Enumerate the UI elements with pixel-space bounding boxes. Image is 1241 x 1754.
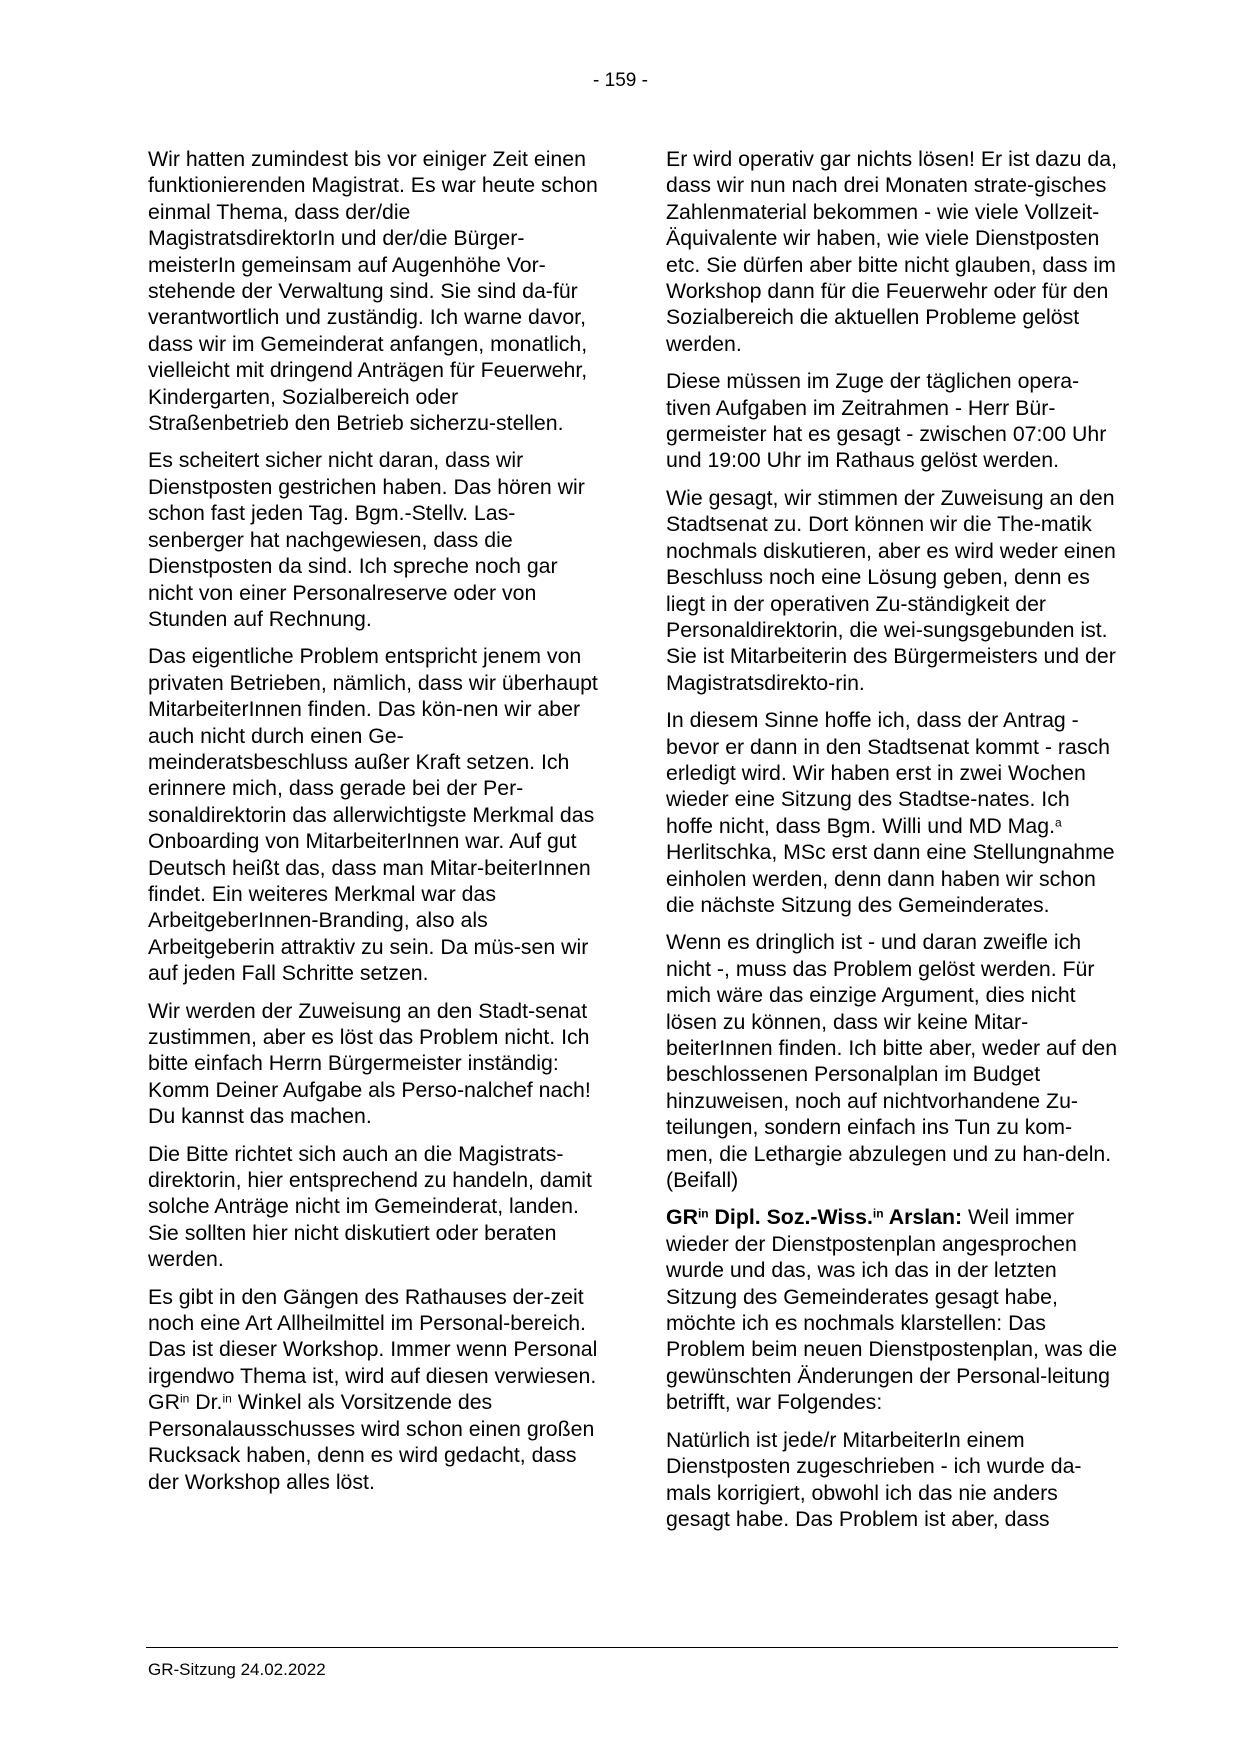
- page-number: - 159 -: [593, 70, 648, 91]
- paragraph: Wir werden der Zuweisung an den Stadt-senat zustimmen, aber es löst das Problem nicht. Ich bitte einfach Herrn Bürgermeister inständig: Komm Deiner Aufgabe als Perso-nalchef nach! Du kannst das machen.: [148, 998, 591, 1129]
- speaker-label: $GR^{in}$ Dipl. Soz.-Wiss.$^{in}$ Arslan:: [666, 1205, 963, 1230]
- footer: GR-Sitzung 24.02.2022: [148, 1660, 326, 1679]
- paragraph: Er wird operativ gar nichts lösen! Er ist dazu da, dass wir nun nach drei Monaten strate-gisches Zahlenmaterial bekommen - wie viele Vollzeit-Äquivalente wir haben, wie viele Dienstposten etc. Sie dürfen aber bitte nicht glauben, dass im Workshop dann für die Feuerwehr oder für den Sozialbereich die aktuellen Probleme gelöst werden.: [666, 147, 1117, 356]
- right-column: [666, 146, 1118, 1543]
- paragraph: Natürlich ist jede/r MitarbeiterIn einem Dienstposten zugeschrieben - ich wurde da-mals korrigiert, obwohl ich das nie anders gesagt habe. Das Problem ist aber, dass: [666, 1427, 1082, 1531]
- footer-divider: [146, 1647, 1118, 1648]
- paragraph: Wie gesagt, wir stimmen der Zuweisung an den Stadtsenat zu. Dort können wir die The-matik nochmals diskutieren, aber es wird weder einen Beschluss noch eine Lösung geben, denn es liegt in der operativen Zu-ständigkeit der Personaldirektorin, die wei-sungsgebunden ist. Sie ist Mitarbeiterin des Bürgermeisters und der Magistratsdirekto-rin.: [666, 485, 1116, 695]
- paragraph: Die Bitte richtet sich auch an die Magistrats-direktorin, hier entsprechend zu handeln, damit solche Anträge nicht im Gemeinderat, landen. Sie sollten hier nicht diskutiert oder beraten werden.: [148, 1141, 592, 1272]
- paragraph: Diese müssen im Zuge der täglichen opera-tiven Aufgaben im Zeitrahmen - Herr Bür-germeister hat es gesagt - zwischen 07:00 Uhr und 19:00 Uhr im Rathaus gelöst werden.: [666, 369, 1107, 473]
- paragraph: Das eigentliche Problem entspricht jenem von privaten Betrieben, nämlich, dass wir überhaupt MitarbeiterInnen finden. Das kön-nen wir aber auch nicht durch einen Ge-meinderatsbeschluss außer Kraft setzen. Ich erinnere mich, dass gerade bei der Per-sonaldirektorin das allerwichtigste Merkmal das Onboarding von MitarbeiterInnen war. Auf gut Deutsch heißt das, dass man Mitar-beiterInnen findet. Ein weiteres Merkmal war das ArbeitgeberInnen-Branding, also als Arbeitgeberin attraktiv zu sein. Da müs-sen wir auf jeden Fall Schritte setzen.: [148, 644, 598, 986]
- paragraph-speaker: $GR^{in}$ Dipl. Soz.-Wiss.$^{in}$ Arslan: Weil immer wieder der Dienstpostenplan angesprochen wurde und das, was ich das in der letzten Sitzung des Gemeinderates gesagt habe, möchte ich es nochmals klarstellen: Das Problem beim neuen Dienstpostenplan, was die gewünschten Änderungen der Personal-leitung betrifft, war Folgendes:: [666, 1205, 1118, 1415]
- paragraph: In diesem Sinne hoffe ich, dass der Antrag - bevor er dann in den Stadtsenat kommt - rasch erledigt wird. Wir haben erst in zwei Wochen wieder eine Sitzung des Stadtse-nates. Ich hoffe nicht, dass Bgm. Willi und MD Mag.$^a$ Herlitschka, MSc erst dann eine Stellungnahme einholen werden, denn dann haben wir schon die nächste Sitzung des Gemeinderates.: [666, 708, 1115, 917]
- left-column: [148, 146, 600, 1506]
- paragraph: Wenn es dringlich ist - und daran zweifle ich nicht -, muss das Problem gelöst werden. Für mich wäre das einzige Argument, dies nicht lösen zu können, dass wir keine Mitar-beiterInnen finden. Ich bitte aber, weder auf den beschlossenen Personalplan im Budget hinzuweisen, noch auf nichtvorhandene Zu-teilungen, sondern einfach ins Tun zu kom-men, die Lethargie abzulegen und zu han-deln. (Beifall): [666, 930, 1118, 1193]
- paragraph: Es scheitert sicher nicht daran, dass wir Dienstposten gestrichen haben. Das hören wir schon fast jeden Tag. Bgm.-Stellv. Las-senberger hat nachgewiesen, dass die Dienstposten da sind. Ich spreche noch gar nicht von einer Personalreserve oder von Stunden auf Rechnung.: [148, 448, 585, 631]
- paragraph: Es gibt in den Gängen des Rathauses der-zeit noch eine Art Allheilmittel im Personal-bereich. Das ist dieser Workshop. Immer wenn Personal irgendwo Thema ist, wird auf diesen verwiesen. $GR^{in}$ Dr.$^{in}$ Winkel als Vorsitzende des Personalausschusses wird schon einen großen Rucksack haben, denn es wird gedacht, dass der Workshop alles löst.: [148, 1284, 598, 1494]
- paragraph: Wir hatten zumindest bis vor einiger Zeit einen funktionierenden Magistrat. Es war heute schon einmal Thema, dass der/die MagistratsdirektorIn und der/die Bürger-meisterIn gemeinsam auf Augenhöhe Vor-stehende der Verwaltung sind. Sie sind da-für verantwortlich und zuständig. Ich warne davor, dass wir im Gemeinderat anfangen, monatlich, vielleicht mit dringend Anträgen für Feuerwehr, Kindergarten, Sozialbereich oder Straßenbetrieb den Betrieb sicherzu-stellen.: [148, 147, 598, 436]
